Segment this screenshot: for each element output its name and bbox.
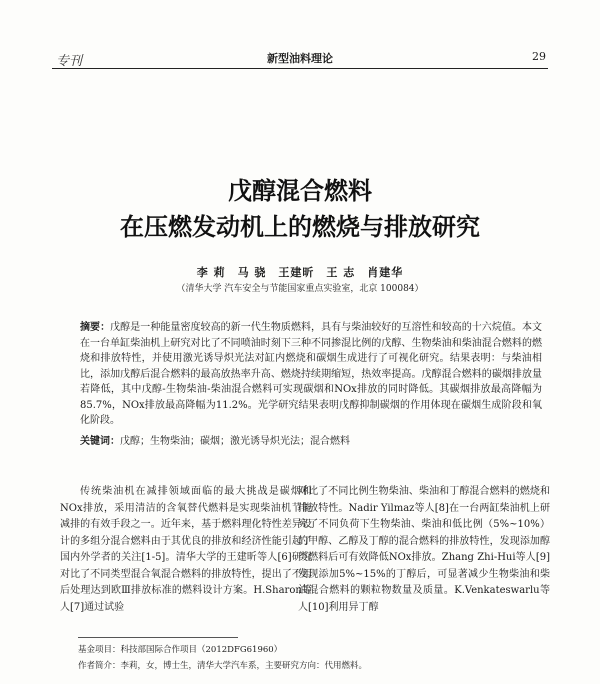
body-column-right: 对比了不同比例生物柴油、柴油和丁醇混合燃料的燃烧和排放特性。Nadir Yilmaz等人[8]在一台两缸柴油机上研究了不同负荷下生物柴油、柴油和低比例（5%~10%）的甲醇、乙醇及丁醇的混合燃料的排放特性，发现添加醇类燃料后可有效降低NOx排放。Zhang Zhi-Hui等人[9]发现添加5%~15%的丁醇后，可显著减少生物柴油和柴油混合燃料的颗粒物数量及质量。K.Venkateswarlu等人[10]利用异丁醇 bbox=[298, 486, 550, 613]
body-column-left: 传统柴油机在减排领域面临的最大挑战是碳烟和NOx排放，采用清洁的含氧替代燃料是实现柴油机节能减排的有效手段之一。近年来，基于燃料理化特性差异设计的多组分混合燃料由于其优良的排放和经济性能引起了国内外学者的关注[1-5]。清华大学的王建昕等人[6]研究对比了不同类型混合氧混合燃料的排放特性，提出了不用后处理达到欧Ⅲ排放标准的燃料设计方案。H.Sharon等人[7]通过试验 bbox=[60, 486, 312, 613]
abstract bbox=[80, 320, 542, 429]
paper-title-line1: 戊醇混合燃料 bbox=[228, 177, 372, 205]
journal-section-label: 专刊 bbox=[56, 54, 83, 69]
keywords-label: 关键词： bbox=[80, 436, 120, 447]
affiliation: （清华大学 汽车安全与节能国家重点实验室，北京 100084） bbox=[176, 284, 424, 294]
abstract-label: 摘要： bbox=[80, 322, 111, 333]
footnote-rule bbox=[78, 637, 238, 638]
running-header: 新型油料理论 bbox=[267, 52, 333, 65]
footnote-fund: 基金项目：科技部国际合作项目（2012DFG61960） bbox=[78, 645, 283, 655]
page-number: 29 bbox=[532, 50, 546, 63]
abstract-text: 戊醇是一种能量密度较高的新一代生物质燃料，具有与柴油较好的互溶性和较高的十六烷值。本文在一台单缸柴油机上研究对比了不同喷油时刻下三种不同掺混比例的戊醇、生物柴油和柴油混合燃料的燃烧和排放特性，并使用激光诱导炽光法对缸内燃烧和碳烟生成进行了可视化研究。结果表明：与柴油相比，添加戊醇后混合燃料的最高放热率升高、燃烧持续期缩短，热效率提高。戊醇混合燃料的碳烟排放量若降低，其中戊醇-生物柴油-柴油混合燃料可实现碳烟和NOx排放的同时降低。其碳烟排放最高降幅为85.7%，NOx排放最高降幅为11.2%。光学研究结果表明戊醇抑制碳烟的作用体现在碳烟生成阶段和氧化阶段。 bbox=[80, 322, 543, 426]
author-list: 李 莉 马 骁 王建昕 王 志 肖建华 bbox=[196, 266, 404, 279]
header-rule bbox=[52, 68, 548, 69]
paper-title-line2: 在压燃发动机上的燃烧与排放研究 bbox=[120, 213, 480, 241]
footnote-author-intro: 作者简介：李莉，女，博士生，清华大学汽车系，主要研究方向：代用燃料。 bbox=[78, 661, 368, 671]
keywords bbox=[80, 432, 542, 447]
keywords-text: 戊醇；生物柴油；碳烟；激光诱导炽光法；混合燃料 bbox=[120, 436, 350, 447]
